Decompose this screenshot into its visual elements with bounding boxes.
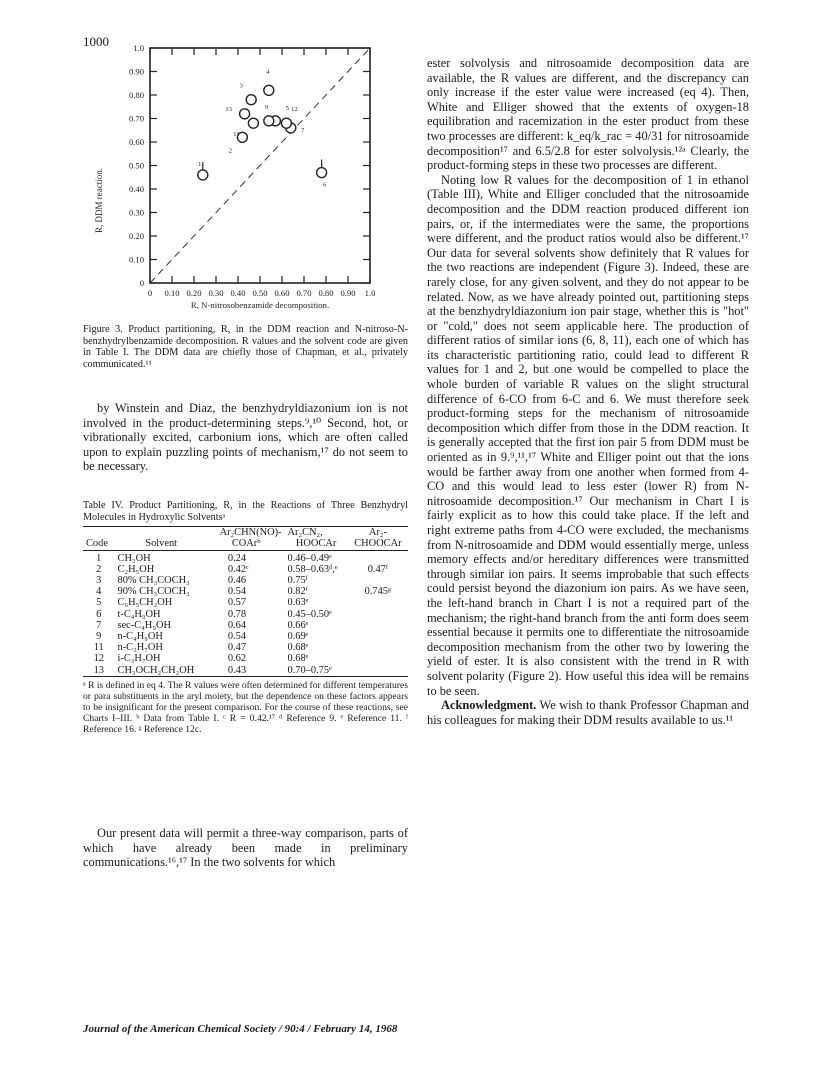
data-point-label: 3 <box>239 82 243 90</box>
x-tick-label: 0.70 <box>296 288 312 298</box>
y-tick-label: 0.20 <box>128 231 144 241</box>
x-tick-label: 0.80 <box>318 288 334 298</box>
cell-nitrosoamide: 0.64 <box>227 619 247 631</box>
cell-ddm: 0.70–0.75ᵉ <box>287 664 332 676</box>
cell-code: 6 <box>96 608 102 620</box>
cell-solvent: i-C₃H₇OH <box>117 653 161 665</box>
cell-ester: 0.745ᵍ <box>364 586 392 598</box>
cell-solvent: sec-C₄H₉OH <box>117 619 171 631</box>
cell-solvent: 90% CH₃COCH₃ <box>117 586 190 598</box>
table-footnote: ᵃ R is defined in eq 4. The R values were often determined for different temperatures or para substituents in the aryl moiety, but the dependence on these factors appears to be insignificant for the present comparison. For the course of these reactions, see Charts I–III. ᵇ Data from Table I. ᶜ R = 0.42.¹⁷ ᵈ Reference 9. ᵉ Reference 11. ᶠ Reference 16. ᵍ Reference 12c. <box>83 679 408 735</box>
cell-nitrosoamide: 0.57 <box>227 597 247 609</box>
cell-ddm: 0.75ᶠ <box>287 575 308 586</box>
table-row <box>83 653 408 664</box>
table-row <box>83 586 408 597</box>
y-tick-label: 0 <box>139 278 144 288</box>
cell-ddm: 0.63ᵉ <box>287 597 309 609</box>
cell-ester <box>348 631 408 642</box>
cell-nitrosoamide: 0.62 <box>227 653 247 665</box>
figure-caption: Figure 3. Product partitioning, R, in the DDM reaction and N-nitroso-N-benzhydrylbenzamide decomposition. R values and the solvent code are given in Table I. The DDM data are chiefly those of Chapman, et al., privately communicated.¹¹ <box>83 324 408 370</box>
cell-ddm: 0.46–0.49ᵉ <box>287 552 332 564</box>
left-paragraph-2: Our present data will permit a three-way comparison, parts of which have already been made in preliminary communications.¹⁶,¹⁷ In the two solvents for which <box>83 826 408 870</box>
data-point-label: 2 <box>228 147 233 155</box>
data-point-label: 1 <box>198 160 202 168</box>
cell-solvent: t-C₄H₉OH <box>117 608 161 620</box>
cell-nitrosoamide: 0.54 <box>227 631 247 643</box>
cell-ester <box>348 665 408 676</box>
data-point <box>281 118 291 128</box>
page-number: 1000 <box>83 34 109 49</box>
cell-code: 3 <box>96 575 102 586</box>
right-paragraph-2: Noting low R values for the decomposition of 1 in ethanol (Table III), White and Elliger concluded that the nitrosoamide decomposition and the DDM reaction produced different ion pairs, or, if the intermediates were the same, the proportions were different, and the product ratios would also be different.¹⁷ Our data for several solvents show definitely that R values for the two reactions are independent (Figure 3). Indeed, these are rarely close, for any given solvent, and they do not appear to be related. Now, as we have already pointed out, partitioning steps at the benzhydryldiazonium ion pair stage, whether this is "hot" or "cold," does not seem applicable here. The production of different ratios of similar ions (6, 8, 11), each one of which has its characteristic partitioning ratio, could lead to different R values for 1 and 2, but one would be compelled to place the whole burden of variable R values on the slight structural difference of 6-CO from 6-C and 6. We must therefore seek product-forming steps for the mechanism of nitrosoamide decomposition which differ from those in the DDM reaction. It is generally accepted that the first ion pair 5 from DDM must be oriented as in 9.⁹,¹¹,¹⁷ White and Elliger point out that the ions would be farther away from one another when formed from 4-CO and this would lead to less ester (lower R) from N-nitrosoamide decomposition.¹⁷ Our mechanism in Chart I is fairly explicit as to how this could take place. If the left and right extreme paths from 4-CO were excluded, the mechanisms from N-nitrosoamide and DDM would essentially merge, unless memory effects and/or hereditary differences were transmitted through similar ion pairs. It seems improbable that such effects could persist beyond the diazonium ion pairs. As we have seen, the left-hand branch in Chart I is not a required part of the mechanism; the right-hand branch from the anti form does seem essential because it permits one to differentiate the nitrosoamide decomposition mechanism from the other two by lowering the yield of ester. It is also consistent with the trend in R with solvent polarity (Figure 2). How useful this idea will be remains to be seen. <box>427 172 749 698</box>
x-tick-label: 0.10 <box>164 288 180 298</box>
cell-ddm: 0.82ᶠ <box>287 586 308 598</box>
right-paragraph-1: ester solvolysis and nitrosoamide decomposition data are available, the R values are different, and the discrepancy can only increase if the ester value were increased (eq 4). Then, White and Elliger showed that the extents of oxygen-18 equilibration and racemization in the ester product from these two processes are different: k_eq/k_rac = 40/31 for nitrosoamide decomposition¹⁷ and 6.5/2.8 for ester solvolysis.¹²ᵃ Clearly, the product-forming steps in these two processes are different. <box>427 56 749 173</box>
table-row <box>83 609 408 620</box>
data-point <box>246 95 256 105</box>
col-header-ester: CHOOCAr <box>354 538 402 550</box>
table-row <box>83 564 408 575</box>
data-point <box>264 85 274 95</box>
table-row <box>83 553 408 564</box>
data-point-label: 9 <box>265 103 269 111</box>
table-row <box>83 620 408 631</box>
data-point <box>248 118 258 128</box>
journal-footer: Journal of the American Chemical Society / 90:4 / February 14, 1968 <box>83 1023 398 1035</box>
cell-ester <box>348 642 408 653</box>
cell-solvent: C₆H₅CH₂OH <box>117 597 173 609</box>
data-point-label: 5 <box>285 104 290 112</box>
data-point <box>264 116 274 126</box>
table-row <box>83 631 408 642</box>
cell-ester <box>348 553 408 564</box>
y-axis-label: R, DDM reaction. <box>94 168 104 233</box>
table-row <box>83 665 408 676</box>
ack-label: Acknowledgment. <box>441 698 537 713</box>
cell-code: 7 <box>96 619 102 631</box>
group-header-3: Ar₂- <box>368 527 387 539</box>
col-header-solvent: Solvent <box>145 538 178 550</box>
table-row <box>83 575 408 586</box>
cell-ester <box>348 609 408 620</box>
right-column <box>427 56 749 727</box>
data-point-label: 6 <box>322 181 327 189</box>
data-point-label: 12 <box>291 106 298 114</box>
cell-nitrosoamide: 0.78 <box>227 608 247 620</box>
table-iv <box>83 500 408 735</box>
cell-solvent: 80% CH₃COCH₃ <box>117 575 190 586</box>
x-tick-label: 0.50 <box>252 288 268 298</box>
y-tick-label: 0.80 <box>128 90 144 100</box>
cell-ddm: 0.68ᵉ <box>287 642 309 654</box>
acknowledgment <box>427 698 749 727</box>
cell-ester: 0.47ᶠ <box>367 563 389 575</box>
cell-solvent: n-C₃H₇OH <box>117 642 163 654</box>
table-row <box>83 597 408 608</box>
data-point-label: 11 <box>233 131 240 139</box>
cell-ester <box>348 620 408 631</box>
cell-ester <box>348 575 408 586</box>
y-tick-label: 0.90 <box>128 66 144 77</box>
cell-nitrosoamide: 0.43 <box>227 664 247 676</box>
cell-nitrosoamide: 0.46 <box>227 575 247 586</box>
cell-code: 4 <box>96 586 102 598</box>
cell-code: 12 <box>93 653 104 665</box>
cell-nitrosoamide: 0.42ᶜ <box>227 563 249 575</box>
cell-ddm: 0.69ᵉ <box>287 631 309 643</box>
table-row <box>83 642 408 653</box>
y-tick-label: 1.0 <box>133 43 144 53</box>
y-tick-label: 0.30 <box>128 207 144 218</box>
x-tick-label: 0.60 <box>274 288 290 298</box>
y-tick-label: 0.70 <box>128 113 144 124</box>
col-header-ddm: HOOCAr <box>295 538 337 550</box>
x-tick-label: 0.30 <box>208 288 224 298</box>
x-tick-label: 0.90 <box>340 288 356 298</box>
cell-code: 2 <box>96 563 102 575</box>
col-header-nitrosoamide: COArᵇ <box>231 538 261 550</box>
y-tick-label: 0.10 <box>128 254 144 265</box>
data-point <box>317 168 327 178</box>
cell-solvent: n-C₄H₉OH <box>117 631 163 643</box>
cell-code: 5 <box>96 597 102 609</box>
cell-code: 9 <box>96 631 102 643</box>
cell-ddm: 0.68ᵉ <box>287 653 309 665</box>
data-point-label: 4 <box>266 68 270 76</box>
col-header-code: Code <box>86 538 108 550</box>
cell-nitrosoamide: 0.54 <box>227 586 247 598</box>
table-title: Table IV. Product Partitioning, R, in the Reactions of Three Benzhydryl Molecules in Hydroxylic Solventsᵃ <box>83 500 408 523</box>
x-tick-label: 1.0 <box>364 288 376 298</box>
cell-ddm: 0.45–0.50ᵉ <box>287 608 332 620</box>
figure-3-chart <box>80 40 410 320</box>
ack-text: We wish to thank Professor Chapman and his colleagues for making their DDM results available to us.¹¹ <box>427 698 749 727</box>
y-tick-label: 0.40 <box>128 184 144 194</box>
cell-code: 13 <box>93 664 104 676</box>
cell-ester <box>348 597 408 608</box>
data-point-label: 7 <box>301 126 305 134</box>
data-point <box>240 109 250 119</box>
cell-solvent: CH₃OCH₂CH₂OH <box>117 664 195 676</box>
group-header-2: Ar₂CN₂, <box>287 527 323 539</box>
table-iv-grid <box>83 527 408 676</box>
x-tick-label: 0.20 <box>186 288 202 298</box>
cell-nitrosoamide: 0.24 <box>227 552 247 564</box>
cell-solvent: CH₃OH <box>117 552 151 564</box>
cell-ddm: 0.66ᵉ <box>287 619 309 631</box>
group-header-1: Ar₂CHN(NO)- <box>219 527 282 539</box>
left-paragraph-1: by Winstein and Diaz, the benzhydryldiazonium ion is not involved in the product-determining steps.⁹,¹⁰ Second, hot, or vibrationally excited, carbonium ions, which are often called upon to explain puzzling points of mechanism,¹⁷ do not seem to be necessary. <box>83 401 408 474</box>
y-tick-label: 0.50 <box>128 160 144 171</box>
cell-nitrosoamide: 0.47 <box>227 642 247 654</box>
x-tick-label: 0.40 <box>230 288 246 298</box>
x-axis-label: R, N-nitrosobenzamide decomposition. <box>190 300 330 310</box>
data-point <box>198 170 208 180</box>
cell-ddm: 0.58–0.63ᵈ,ᵉ <box>287 563 338 575</box>
data-point-label: 13 <box>225 105 232 113</box>
cell-solvent: C₂H₅OH <box>117 563 155 575</box>
y-tick-label: 0.60 <box>128 137 144 147</box>
cell-code: 11 <box>93 642 104 654</box>
cell-ester <box>348 653 408 664</box>
x-tick-label: 0 <box>147 288 153 298</box>
diagonal-line <box>150 48 370 283</box>
cell-code: 1 <box>96 552 102 564</box>
